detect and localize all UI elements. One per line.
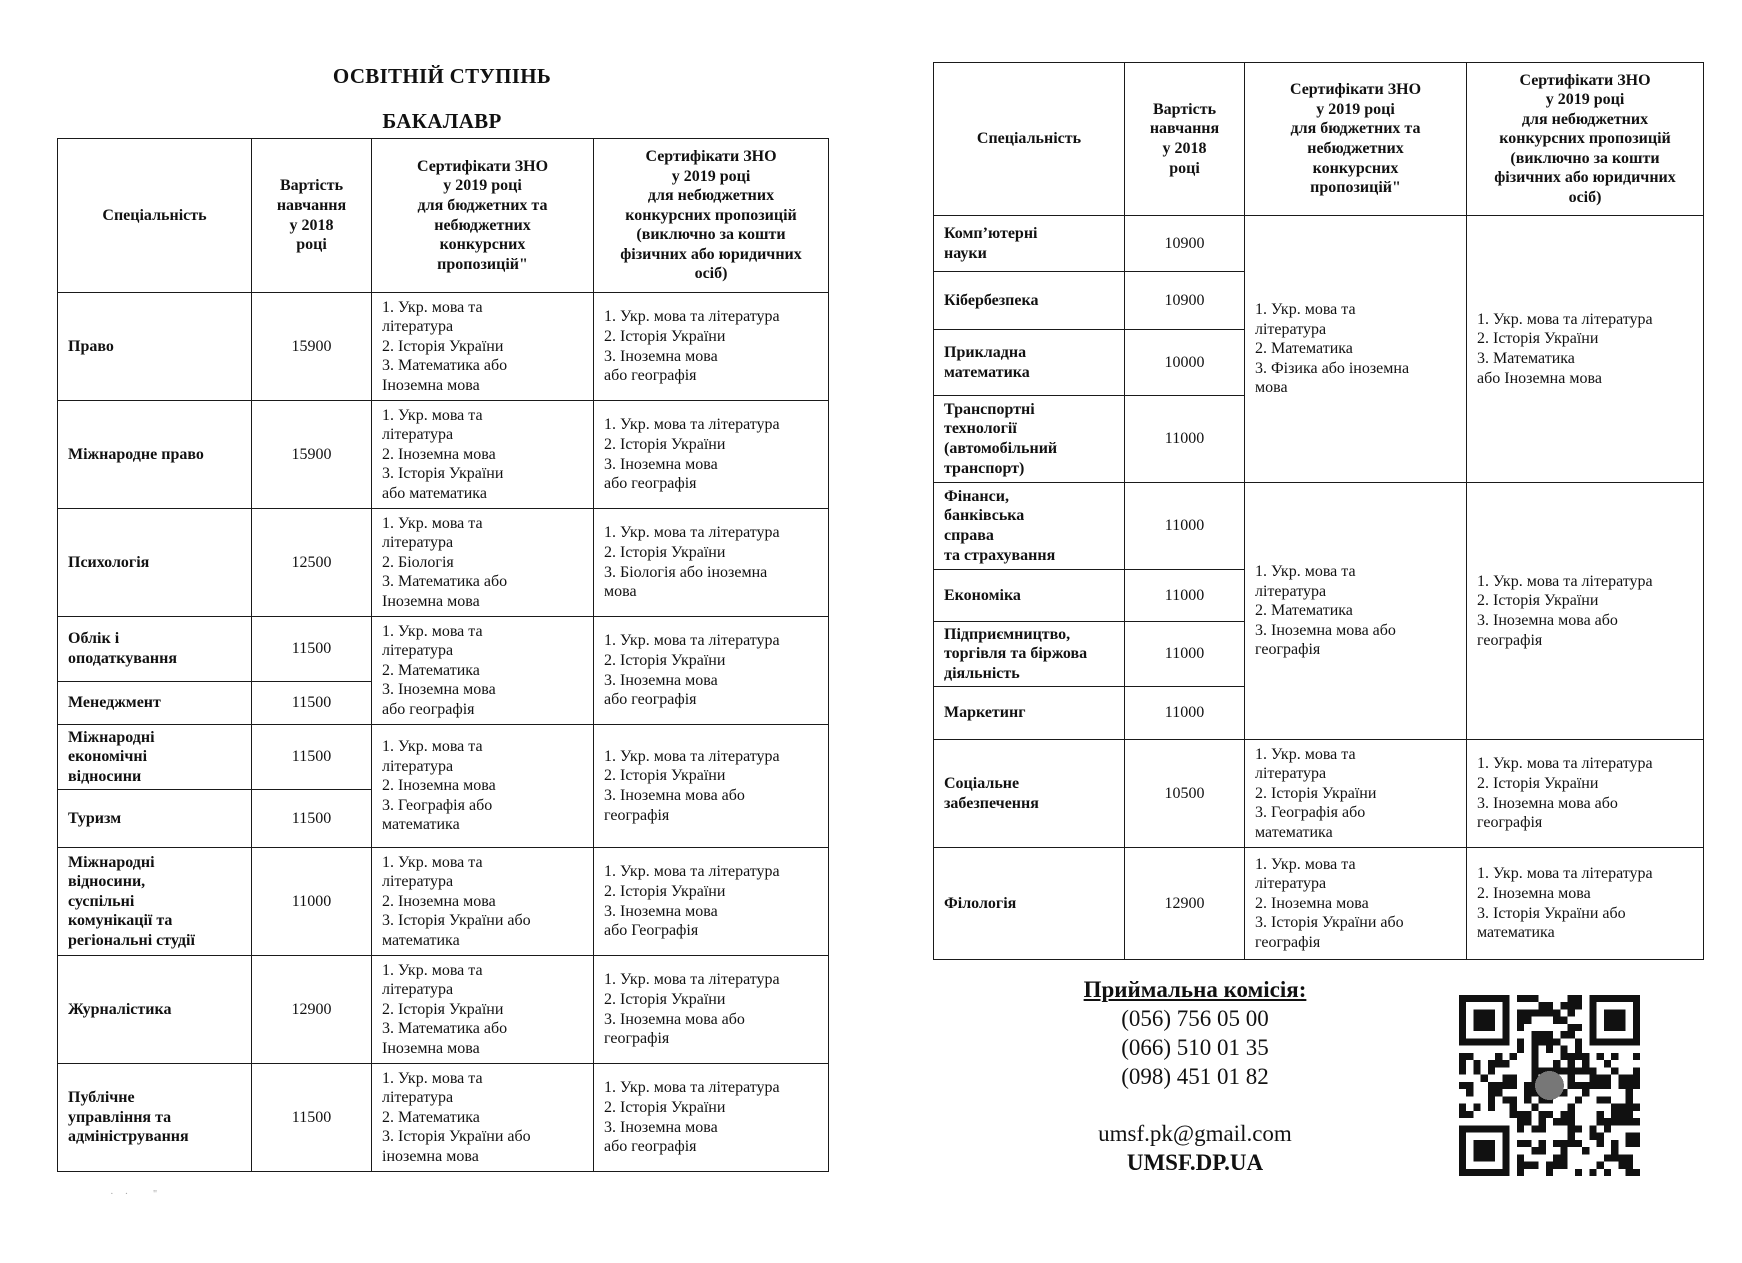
text-line: 3. Іноземна мова або (1255, 621, 1396, 639)
text-line: географія (1477, 814, 1543, 832)
text-line: література (382, 534, 454, 552)
text-line: конкурсних (1312, 159, 1399, 177)
text-line: комунікації та (68, 912, 173, 930)
text-line: діяльність (944, 664, 1020, 682)
text-line: для бюджетних та (1290, 120, 1421, 138)
text-line: 2. Математика (382, 1108, 480, 1126)
text-line: або географія (382, 700, 475, 718)
text-line: регіональні студії (68, 931, 195, 949)
text-line: 3. Іноземна мова або (1477, 612, 1618, 629)
tuition-cost: 11500 (252, 790, 372, 848)
text-line: фізичних або юридичних (620, 245, 802, 263)
text-line: 3. Іноземна мова (604, 671, 718, 689)
text-line: Психологія (68, 553, 150, 571)
text-line: 3. Історія України або (382, 1128, 531, 1146)
heading-level: ОСВІТНІЙ СТУПІНЬ (332, 64, 552, 88)
text-line: географія (604, 1030, 670, 1048)
phone-number: (066) 510 01 35 (1121, 1035, 1269, 1060)
text-line: географія (604, 806, 670, 824)
text-line: фізичних або юридичних (1494, 169, 1676, 187)
tuition-cost: 10500 (1125, 740, 1245, 848)
text-line: транспорт) (944, 459, 1025, 477)
text-line: Менеджмент (68, 694, 161, 712)
text-line: 3. Географія або (1255, 804, 1366, 822)
nonbudget-subjects (1467, 483, 1704, 740)
header-specialty: Спеціальність (934, 63, 1125, 216)
text-line: банківська (944, 507, 1025, 525)
text-line: 3. Історія України або (382, 912, 531, 930)
text-line: 1. Укр. мова та (1255, 855, 1356, 873)
specialty-name (58, 617, 252, 682)
text-line: математика (1255, 823, 1333, 841)
text-line: 2. Іноземна мова (382, 777, 496, 795)
text-line: конкурсних (439, 236, 526, 254)
text-line: (виключно за кошти (1510, 149, 1660, 167)
text-line: 1. Укр. мова та література (604, 971, 780, 989)
text-line: 2. Історія України (382, 1000, 504, 1018)
text-line: математика (382, 931, 460, 949)
text-line: адміністрування (68, 1128, 189, 1146)
text-line: (автомобільний (944, 440, 1058, 457)
text-line: для бюджетних та (417, 196, 548, 214)
nonbudget-subjects (1467, 216, 1704, 483)
text-line: 1. Укр. мова та (382, 622, 483, 640)
specialty-name (58, 401, 252, 509)
text-line: 1. Укр. мова та література (1477, 572, 1653, 590)
text-line: Економіка (944, 586, 1021, 604)
text-line: мова (604, 583, 637, 601)
text-line: відносини, (68, 873, 146, 891)
text-line: література (382, 873, 454, 891)
text-line: математика (1477, 924, 1555, 942)
text-line: у 2019 році (1545, 91, 1625, 109)
text-line: 2. Іноземна мова (1477, 884, 1591, 902)
budget-subjects (1245, 740, 1467, 848)
specialty-name (58, 509, 252, 617)
text-line: 2. Історія України (604, 767, 726, 785)
text-line: 1. Укр. мова та (1255, 563, 1356, 581)
text-line: Право (68, 337, 114, 355)
specialty-name (58, 293, 252, 401)
scan-marks: · · '' (110, 1188, 158, 1200)
text-line: для небюджетних (1521, 110, 1649, 128)
admission-contacts (1050, 975, 1340, 1177)
text-line: 3. Фізика або іноземна (1255, 359, 1410, 377)
text-line: Філологія (944, 894, 1017, 912)
text-line: Міжнародні (68, 728, 155, 746)
text-line: 2. Історія України (604, 651, 726, 669)
text-line: осіб) (694, 265, 728, 283)
text-line: у 2019 році (671, 167, 751, 185)
nonbudget-subjects (594, 1064, 829, 1172)
header-budget-certificates (372, 139, 594, 293)
text-line: 3. Іноземна мова або (1477, 794, 1618, 812)
email-address: umsf.pk@gmail.com (1098, 1121, 1292, 1146)
text-line: Кібербезпека (944, 291, 1039, 309)
text-line: Міжнародне право (68, 445, 204, 463)
specialty-name (934, 570, 1125, 622)
text-line: або географія (604, 475, 697, 493)
text-line: Прикладна (944, 343, 1027, 361)
nonbudget-subjects (594, 725, 829, 848)
text-line: Іноземна мова (382, 592, 480, 610)
text-line: 2. Історія України (604, 327, 726, 345)
text-line: Сертифікати ЗНО (645, 148, 777, 166)
text-line: у 2019 році (443, 177, 522, 195)
tuition-cost: 11500 (252, 682, 372, 725)
text-line: у 2018 (1162, 140, 1207, 157)
text-line: 3. Математика або (382, 357, 508, 375)
text-line: література (382, 642, 454, 660)
text-line: 3. Іноземна мова (604, 347, 718, 365)
nonbudget-subjects (594, 617, 829, 725)
text-line: науки (944, 244, 987, 262)
tuition-cost: 10000 (1125, 330, 1245, 396)
tuition-cost: 11500 (252, 617, 372, 682)
text-line: 3. Іноземна мова або (604, 1010, 745, 1028)
text-line: 2. Історія України (1255, 784, 1377, 802)
website-address: UMSF.DP.UA (1126, 1150, 1264, 1175)
tuition-cost: 10900 (1125, 272, 1245, 330)
text-line: 3. Іноземна мова (382, 681, 496, 699)
text-line: Облік і (68, 630, 120, 648)
text-line: Журналістика (68, 1000, 172, 1018)
text-line: навчання (1149, 120, 1220, 138)
text-line: 2. Історія України (604, 882, 726, 900)
text-line: 2. Історія України (1477, 592, 1599, 610)
text-line: або Іноземна мова (1477, 369, 1602, 387)
text-line: математика (944, 363, 1030, 381)
text-line: 2. Іноземна мова (382, 445, 496, 463)
text-line: 1. Укр. мова та література (604, 524, 780, 542)
text-line: Соціальне (944, 774, 1020, 792)
text-line: 2. Історія України (1477, 774, 1599, 792)
text-line: 1. Укр. мова та література (1477, 310, 1653, 328)
text-line: математика (382, 816, 460, 834)
text-line: пропозицій" (1310, 179, 1401, 197)
budget-subjects (372, 848, 594, 956)
tuition-cost: 10900 (1125, 216, 1245, 272)
text-line: для небюджетних (647, 187, 775, 205)
text-line: 2. Математика (1255, 340, 1353, 358)
specialty-name (934, 622, 1125, 687)
text-line: Іноземна мова (382, 1039, 480, 1057)
nonbudget-subjects (594, 401, 829, 509)
tuition-cost: 11000 (1125, 622, 1245, 687)
text-line: Туризм (68, 809, 122, 827)
text-line: 2. Історія України (382, 337, 504, 355)
phone-number: (056) 756 05 00 (1121, 1006, 1269, 1031)
budget-subjects (372, 509, 594, 617)
left-specialties-table (57, 138, 829, 1172)
text-line: 3. Історія України або (1477, 904, 1626, 922)
text-line: 1. Укр. мова та (382, 738, 483, 756)
budget-subjects (1245, 848, 1467, 960)
tuition-cost: 11000 (1125, 570, 1245, 622)
specialty-name (934, 483, 1125, 570)
text-line: відносини (68, 767, 142, 785)
header-cost (1125, 63, 1245, 216)
tuition-cost: 11000 (1125, 483, 1245, 570)
text-line: 2. Історія України (604, 1098, 726, 1116)
text-line: небюджетних (434, 216, 531, 234)
budget-subjects (372, 956, 594, 1064)
text-line: році (296, 236, 327, 254)
qr-code (1459, 995, 1640, 1176)
text-line: у 2018 (289, 216, 334, 234)
text-line: 3. Іноземна мова (604, 1118, 718, 1136)
text-line: 2. Історія України (1477, 330, 1599, 348)
text-line: навчання (276, 196, 347, 214)
tuition-cost: 11500 (252, 1064, 372, 1172)
text-line: Сертифікати ЗНО (1519, 71, 1651, 89)
heading-degree: БАКАЛАВР (382, 109, 502, 133)
header-nonbudget-certificates (1467, 63, 1704, 216)
text-line: Публічне (68, 1089, 135, 1107)
text-line: економічні (68, 748, 148, 766)
text-line: 2. Іноземна мова (382, 892, 496, 910)
tuition-cost: 12900 (1125, 848, 1245, 960)
text-line: Сертифікати ЗНО (1289, 81, 1422, 99)
text-line: 2. Математика (1255, 602, 1353, 620)
specialty-name (58, 682, 252, 725)
text-line: у 2019 році (1316, 100, 1395, 118)
text-line: 1. Укр. мова та (382, 961, 483, 979)
text-line: література (1255, 765, 1327, 783)
text-line: 3. Географія або (382, 796, 493, 814)
text-line: 2. Історія України (604, 435, 726, 453)
text-line: 3. Математика або (382, 573, 508, 591)
nonbudget-subjects (1467, 848, 1704, 960)
text-line: 1. Укр. мова та (382, 514, 483, 532)
text-line: 1. Укр. мова та література (604, 308, 780, 326)
text-line: 3. Іноземна мова (604, 455, 718, 473)
right-specialties-table (933, 62, 1704, 960)
tuition-cost: 11000 (252, 848, 372, 956)
text-line: або географія (604, 1138, 697, 1156)
specialty-name (934, 396, 1125, 483)
text-line: році (1169, 159, 1200, 177)
text-line: Транспортні (944, 400, 1035, 418)
text-line: 3. Іноземна мова (604, 902, 718, 920)
text-line: осіб) (1568, 188, 1602, 206)
text-line: 1. Укр. мова та (1255, 745, 1356, 763)
text-line: література (1255, 582, 1327, 600)
text-line: 3. Іноземна мова або (604, 787, 745, 804)
text-line: 1. Укр. мова та література (604, 416, 780, 434)
text-line: Вартість (279, 177, 344, 195)
specialty-name (58, 790, 252, 848)
text-line: Підприємництво, (944, 625, 1071, 643)
text-line: література (382, 757, 454, 775)
tuition-cost: 11000 (1125, 396, 1245, 483)
text-line: мова (1255, 379, 1288, 397)
header-cost (252, 139, 372, 293)
text-line: 1. Укр. мова та (382, 1069, 483, 1087)
text-line: суспільні (68, 892, 135, 910)
text-line: або географія (604, 367, 697, 385)
text-line: 2. Іноземна мова (1255, 894, 1369, 912)
text-line: 1. Укр. мова та (382, 298, 483, 316)
budget-subjects (1245, 483, 1467, 740)
text-line: 3. Біологія або іноземна (604, 563, 768, 581)
text-line: 1. Укр. мова та (382, 853, 483, 871)
tuition-cost: 12500 (252, 509, 372, 617)
text-line: література (382, 318, 454, 336)
budget-subjects (372, 1064, 594, 1172)
text-line: література (382, 981, 454, 999)
text-line: Сертифікати ЗНО (416, 157, 549, 175)
text-line: 1. Укр. мова та література (1477, 755, 1653, 773)
nonbudget-subjects (594, 509, 829, 617)
text-line: або географія (604, 691, 697, 709)
specialty-name (934, 687, 1125, 740)
specialty-name (58, 725, 252, 790)
text-line: 1. Укр. мова та література (1477, 865, 1653, 883)
text-line: Іноземна мова (382, 376, 480, 394)
text-line: (виключно за кошти (636, 226, 786, 244)
text-line: 2. Історія України (604, 990, 726, 1008)
text-line: 1. Укр. мова та література (604, 1079, 780, 1097)
text-line: технології (944, 420, 1017, 438)
nonbudget-subjects (1467, 740, 1704, 848)
header-nonbudget-certificates (594, 139, 829, 293)
text-line: 2. Математика (382, 661, 480, 679)
tuition-cost: 11500 (252, 725, 372, 790)
text-line: пропозицій" (437, 255, 528, 273)
text-line: або Географія (604, 922, 699, 940)
text-line: 1. Укр. мова та література (604, 863, 780, 881)
nonbudget-subjects (594, 848, 829, 956)
specialty-name (934, 740, 1125, 848)
text-line: конкурсних пропозицій (625, 206, 797, 224)
text-line: географія (1255, 933, 1321, 951)
text-line: 1. Укр. мова та (1255, 301, 1356, 319)
text-line: 3. Математика або (382, 1020, 508, 1038)
text-line: або математика (382, 484, 487, 502)
text-line: література (382, 1089, 454, 1107)
specialty-name (934, 216, 1125, 272)
header-specialty: Спеціальність (58, 139, 252, 293)
text-line: 1. Укр. мова та література (604, 747, 780, 765)
specialty-name (934, 848, 1125, 960)
nonbudget-subjects (594, 293, 829, 401)
header-budget-certificates (1245, 63, 1467, 216)
tuition-cost: 15900 (252, 293, 372, 401)
budget-subjects (372, 725, 594, 848)
text-line: 1. Укр. мова та література (604, 632, 780, 650)
tuition-cost: 12900 (252, 956, 372, 1064)
text-line: 2. Історія України (604, 543, 726, 561)
text-line: Міжнародні (68, 853, 155, 871)
text-line: 1. Укр. мова та (382, 406, 483, 424)
nonbudget-subjects (594, 956, 829, 1064)
text-line: та страхування (944, 546, 1056, 564)
specialty-name (934, 272, 1125, 330)
text-line: географія (1255, 641, 1321, 659)
specialty-name (58, 956, 252, 1064)
tuition-cost: 15900 (252, 401, 372, 509)
admission-committee-title: Приймальна комісія: (1083, 977, 1307, 1002)
phone-number: (098) 451 01 82 (1121, 1064, 1269, 1089)
budget-subjects (372, 293, 594, 401)
tuition-cost: 11000 (1125, 687, 1245, 740)
text-line: оподаткування (68, 650, 178, 667)
specialty-name (934, 330, 1125, 396)
text-line: Вартість (1152, 100, 1217, 118)
text-line: небюджетних (1307, 140, 1404, 157)
text-line: іноземна мова (382, 1147, 479, 1165)
text-line: справа (944, 527, 994, 544)
text-line: література (1255, 320, 1327, 338)
text-line: конкурсних пропозицій (1499, 130, 1671, 148)
budget-subjects (372, 617, 594, 725)
text-line: література (1255, 875, 1327, 893)
text-line: 2. Біологія (382, 553, 454, 571)
text-line: література (382, 426, 454, 444)
text-line: Маркетинг (944, 704, 1026, 722)
budget-subjects (372, 401, 594, 509)
budget-subjects (1245, 216, 1467, 483)
text-line: Комп’ютерні (944, 224, 1038, 242)
specialty-name (58, 1064, 252, 1172)
text-line: 3. Історія України або (1255, 914, 1404, 932)
text-line: 3. Історія України (382, 465, 504, 483)
text-line: управління та (68, 1108, 172, 1126)
text-line: забезпечення (944, 794, 1039, 812)
text-line: географія (1477, 631, 1543, 649)
specialty-name (58, 848, 252, 956)
text-line: торгівля та біржова (944, 645, 1088, 663)
text-line: 3. Математика (1477, 350, 1575, 367)
text-line: Фінанси, (944, 487, 1009, 505)
